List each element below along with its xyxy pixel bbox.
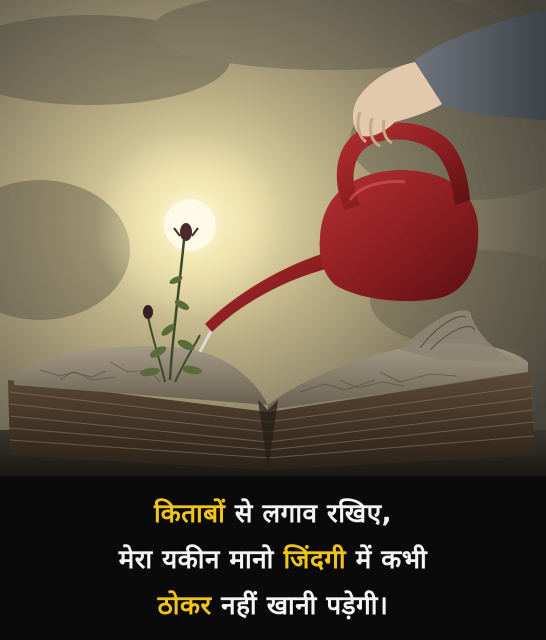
quote-text: नहीं खानी पड़ेगी। — [211, 591, 389, 621]
quote-line-2 — [119, 540, 428, 576]
quote-text: मेरा यकीन मानो — [118, 545, 284, 575]
flower-bud — [180, 223, 192, 241]
quote-highlight-life: जिंदगी — [283, 545, 347, 575]
quote-highlight-books: किताबों — [154, 499, 226, 529]
quote-line-3 — [158, 586, 389, 622]
sun — [164, 199, 216, 251]
quote-highlight-stumble: ठोकर — [157, 591, 212, 621]
quote-text: में कभी — [346, 545, 428, 575]
quote-text: से लगाव रखिए, — [225, 499, 392, 529]
quote-line-1 — [154, 494, 392, 530]
quote-caption — [0, 476, 546, 640]
flower-bud — [143, 305, 153, 319]
